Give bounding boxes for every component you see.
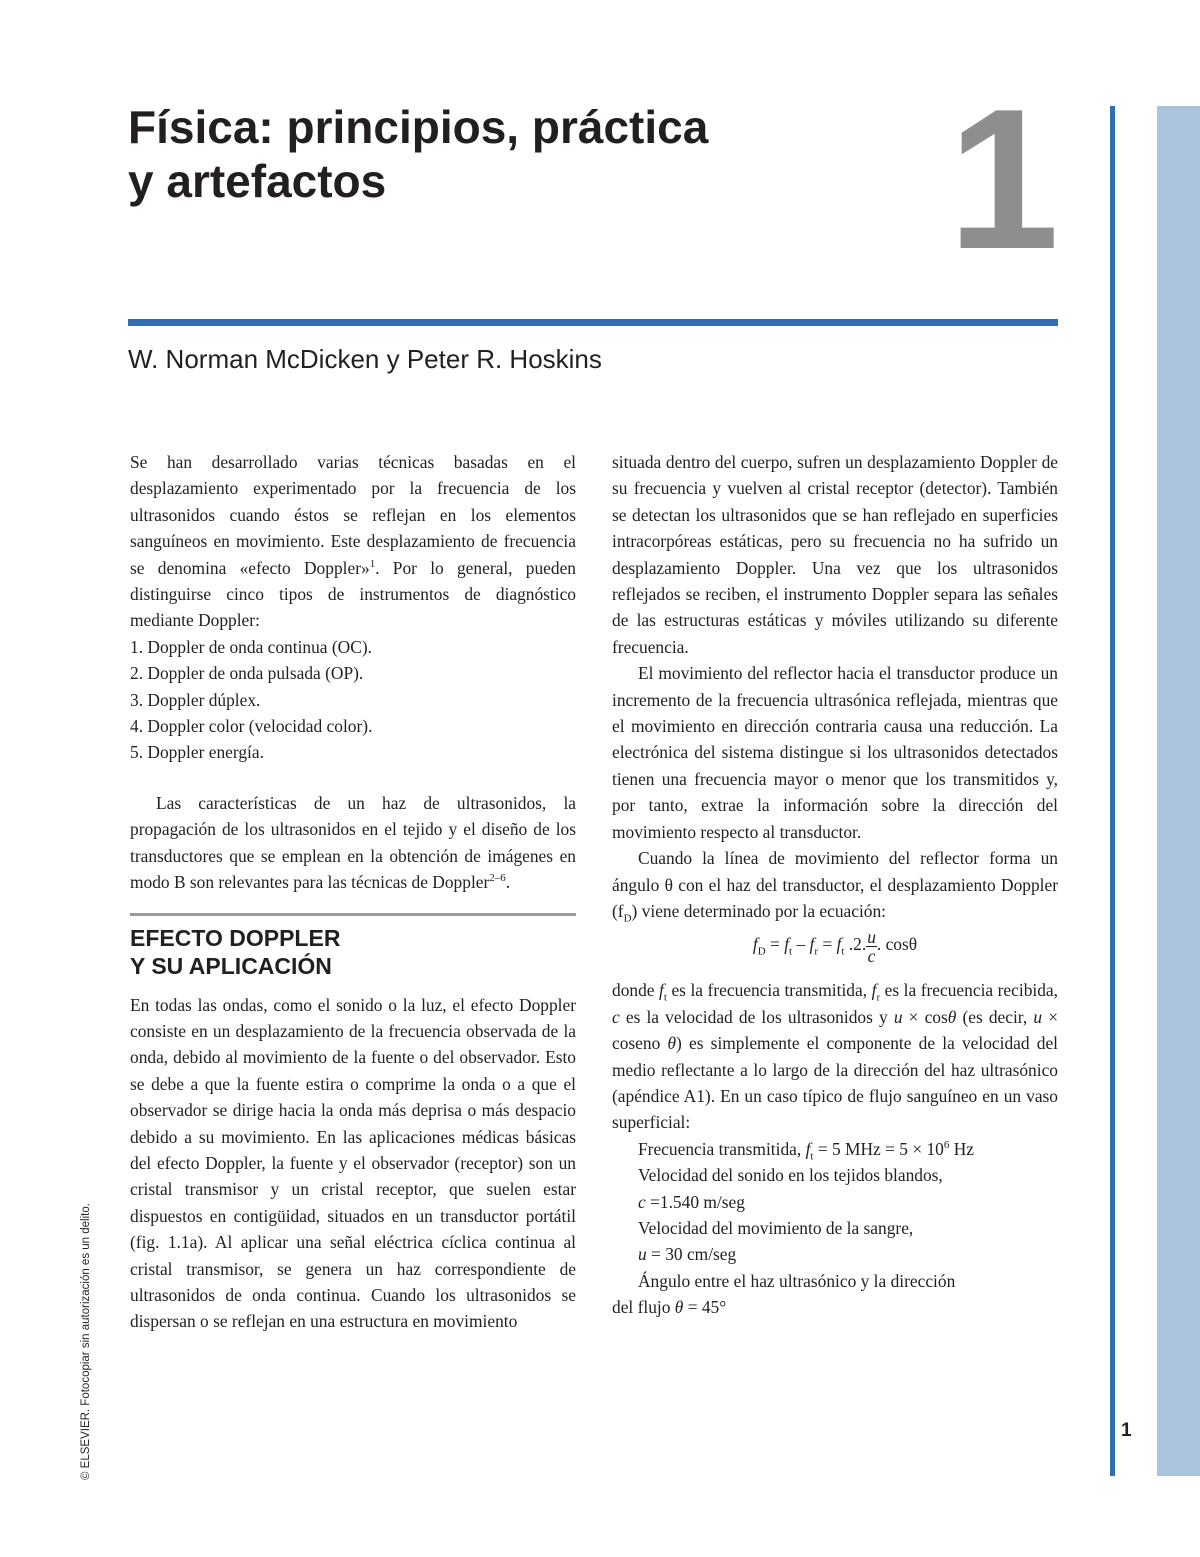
reference-2-6: 2–6 — [489, 872, 506, 885]
angle-value: del flujo θ = 45° — [612, 1297, 727, 1318]
page-number: 1 — [1121, 1420, 1132, 1441]
blood-speed-value: u = 30 cm/seg — [638, 1244, 737, 1265]
chapter-title-line-1: Física: principios, práctica — [128, 101, 709, 153]
sound-speed-value: c =1.540 m/seg — [638, 1191, 745, 1212]
doppler-effect-paragraph: En todas las ondas, como el sonido o la luz, el efecto Doppler consiste en un desplazamiento de la frecuencia observada de la onda, debido al movimiento de la fuente o del observador. Esto se debe a que la fuente estira o comprime la onda o a que el observador se dirige hacia la onda más deprisa o más despacio debido a su movimiento. En las aplicaciones médicas básicas del efecto Doppler, la fuente y el observador (receptor) son un cristal transmisor y un cristal receptor, que suelen estar dispuestos en contigüidad, situados en un transductor portátil (fig. 1.1a). Al aplicar una señal eléctrica cíclica continua al cristal transmisor, se genera un haz correspondiente de ultrasonidos de onda continua. Cuando los ultrasonidos se dispersan o se reflejan en una estructura en movimiento — [130, 994, 576, 1332]
title-rule — [128, 319, 1058, 326]
list-item: 2. Doppler de onda pulsada (OP). — [130, 663, 364, 684]
doppler-effect-paragraph-continued: situada dentro del cuerpo, sufren un desplazamiento Doppler de su frecuencia y vuelven al cristal receptor (detector). También se detectan los ultrasonidos que se han reflejado en superficies intracorpóreas estáticas, pero su frecuencia no ha sufrido un desplazamiento Doppler. Una vez que los ultrasonidos reflejados se reciben, el instrumento Doppler separa las señales de las estructuras estáticas y móviles utilizando su diferente frecuencia. — [612, 452, 1058, 657]
beam-paragraph: Las características de un haz de ultrasonidos, la propagación de los ultrasonidos en el tejido y el diseño de los transductores que se emplean en la obtención de imágenes en modo B son relevantes para las técnicas de Doppler$^{2-6}$. — [130, 792, 576, 893]
copyright-notice: © ELSEVIER. Fotocopiar sin autorización es un delito. — [80, 1203, 92, 1480]
blood-speed-label: Velocidad del movimiento de la sangre, — [638, 1217, 914, 1238]
list-item: 4. Doppler color (velocidad color). — [130, 716, 373, 737]
list-item: 3. Doppler dúplex. — [130, 689, 261, 710]
sound-speed-label: Velocidad del sonido en los tejidos blandos, — [638, 1165, 943, 1186]
velocity-fraction: $\frac{u}{c}$ — [867, 927, 876, 967]
transmitted-frequency: Frecuencia transmitida, $f_t = 5$ MHz = $5 \times 10^6$ Hz — [638, 1138, 975, 1163]
equation-explanation: donde $f_t$ es la frecuencia transmitida, $f_r$ es la frecuencia recibida, c es la velocidad de los ultrasonidos y u × cosθ (es decir, u × coseno θ) es simplemente el componente de la velocidad del medio reflectante a lo largo de la dirección del haz ultrasónico (apéndice A1). En un caso típico de flujo sanguíneo en un vaso superficial: — [612, 980, 1059, 1133]
list-item: 1. Doppler de onda continua (OC). — [130, 636, 372, 657]
list-item: 5. Doppler energía. — [130, 742, 264, 763]
side-blue-rule — [1110, 106, 1115, 1476]
intro-paragraph: Se han desarrollado varias técnicas basadas en el desplazamiento experimentado por la frecuencia de los ultrasonidos cuando éstos se reflejan en los elementos sanguíneos en movimiento. Este desplazamiento de frecuencia se denomina «efecto Doppler»$^1$. Por lo general, pueden distinguirse cinco tipos de instrumentos de diagnóstico mediante Doppler: — [130, 452, 576, 631]
left-column — [130, 449, 576, 1335]
section-rule — [130, 913, 576, 916]
angle-label: Ángulo entre el haz ultrasónico y la dirección — [638, 1270, 956, 1291]
doppler-equation: $f_D = f_t - f_r = f_t$ .2. $\frac{u}{c}$ . cosθ — [752, 927, 918, 967]
reference-1: 1 — [369, 557, 376, 570]
angle-paragraph: Cuando la línea de movimiento del reflector forma un ángulo θ con el haz del transductor, el desplazamiento Doppler $(f_D)$ viene determinado por la ecuación: — [612, 848, 1058, 925]
chapter-title-line-2: y artefactos — [128, 155, 387, 207]
chapter-number: 1 — [948, 68, 1056, 291]
chapter-title — [128, 100, 708, 208]
section-heading: EFECTO DOPPLER Y SU APLICACIÓN — [130, 924, 341, 979]
chapter-authors: W. Norman McDicken y Peter R. Hoskins — [128, 344, 602, 374]
reflector-motion-paragraph: El movimiento del reflector hacia el transductor produce un incremento de la frecuencia ultrasónica reflejada, mientras que el movimiento en dirección contraria causa una reducción. La electrónica del sistema distingue si los ultrasonidos detectados tienen una frecuencia mayor o menor que los transmitidos y, por tanto, extrae la información sobre la dirección del movimiento respecto al transductor. — [612, 663, 1058, 842]
side-color-band — [1157, 106, 1200, 1476]
doppler-types-list — [130, 634, 576, 766]
right-column — [612, 449, 1058, 1321]
